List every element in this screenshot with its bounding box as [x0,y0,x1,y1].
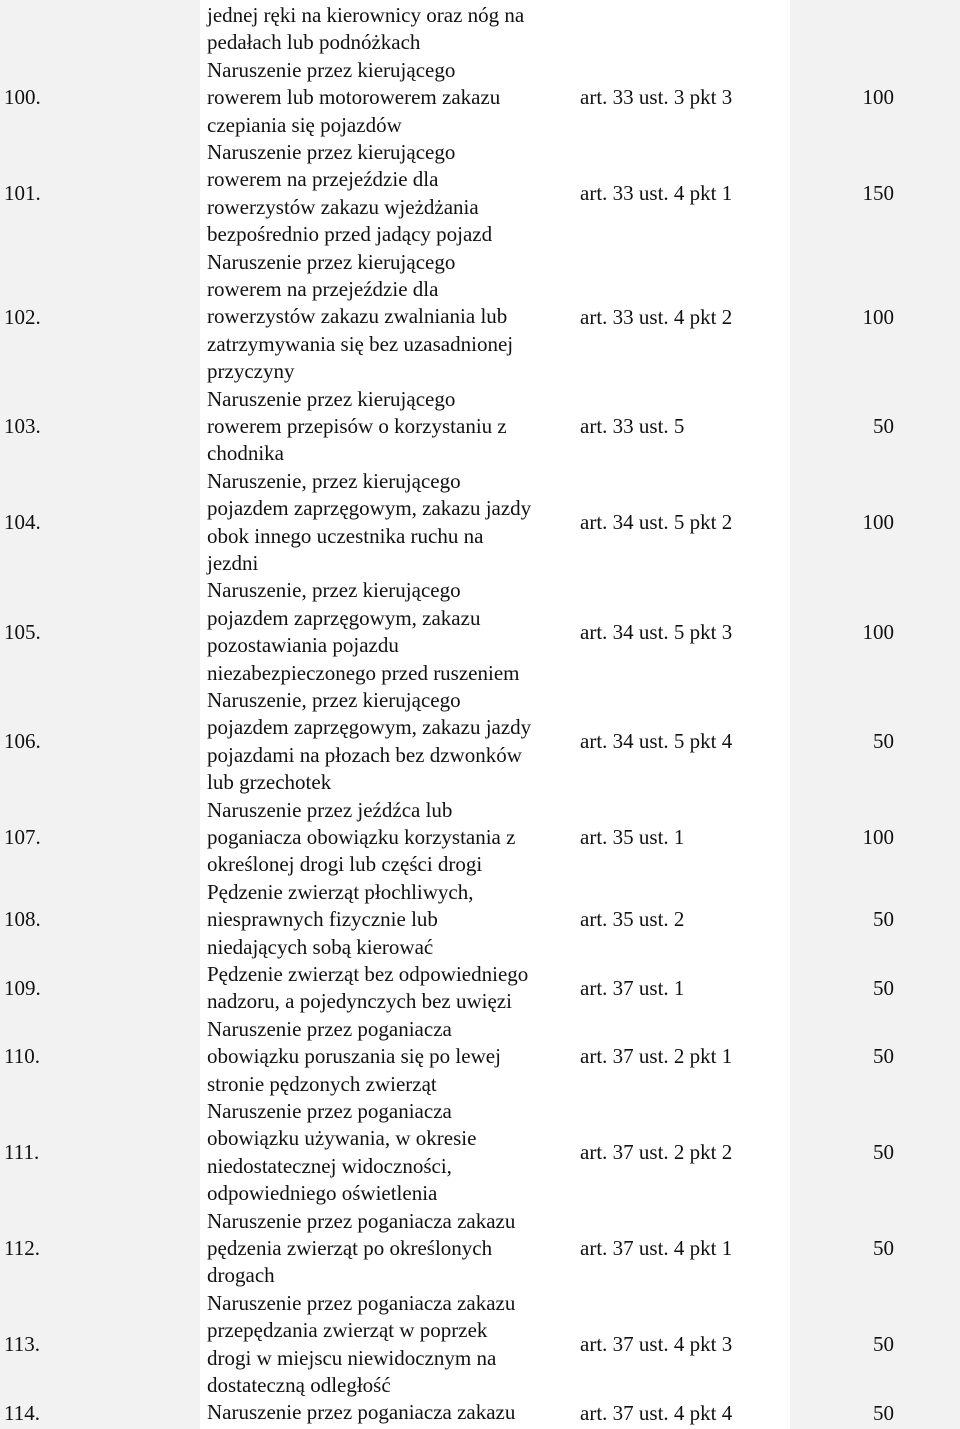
legal-basis: art. 37 ust. 2 pkt 1 [580,1044,733,1069]
description-line: niedostatecznej widoczności, [207,1153,452,1178]
row-description [207,57,579,139]
row-description [207,577,579,687]
table-row [0,577,960,687]
table-row [0,1208,960,1290]
fine-amount: 50 [873,1044,894,1069]
legal-basis: art. 33 ust. 3 pkt 3 [580,85,733,110]
fine-amount: 100 [862,304,894,329]
row-description [207,1290,579,1400]
row-number: 100. [4,85,41,110]
row-description [207,1399,579,1426]
description-line: rowerem lub motorowerem zakazu [207,85,501,110]
table-row [0,249,960,386]
table-row [0,879,960,961]
fine-amount: 50 [873,1140,894,1165]
row-description [207,1208,579,1290]
description-line: rowerzystów zakazu wjeżdżania [207,194,479,219]
table-row [0,1399,960,1426]
row-description [207,468,579,578]
description-line: rowerzystów zakazu zwalniania lub [207,304,508,329]
table-row [0,139,960,249]
description-line: pojazdami na płozach bez dzwonków [207,742,522,767]
row-description [207,879,579,961]
legal-basis: art. 35 ust. 2 [580,907,685,932]
legal-basis: art. 37 ust. 4 pkt 4 [580,1400,733,1425]
row-number: 106. [4,729,41,754]
description-line: Naruszenie przez kierującego [207,140,456,165]
row-description [207,2,579,57]
description-line: Naruszenie przez poganiacza [207,1099,452,1124]
description-line: rowerem przepisów o korzystaniu z [207,413,507,438]
description-line: Naruszenie przez poganiacza [207,1016,452,1041]
fine-amount: 50 [873,1236,894,1261]
legal-basis: art. 33 ust. 4 pkt 2 [580,304,733,329]
row-number: 111. [4,1140,40,1165]
row-description [207,687,579,797]
legal-basis: art. 37 ust. 1 [580,975,685,1000]
legal-basis: art. 33 ust. 4 pkt 1 [580,181,733,206]
table-row [0,1290,960,1400]
description-line: Naruszenie, przez kierującego [207,468,461,493]
table-row [0,797,960,879]
description-line: drogi w miejscu niewidocznym na [207,1345,497,1370]
legal-basis: art. 37 ust. 4 pkt 1 [580,1236,733,1261]
legal-basis: art. 37 ust. 2 pkt 2 [580,1140,733,1165]
description-line: pozostawiania pojazdu [207,633,399,658]
row-number: 109. [4,975,41,1000]
description-line: czepiania się pojazdów [207,112,402,137]
row-description [207,386,579,468]
row-description [207,961,579,1016]
description-line: pędzenia zwierząt po określonych [207,1235,493,1260]
continuation-row [0,2,960,57]
description-line: Naruszenie przez kierującego [207,386,456,411]
description-line: niesprawnych fizycznie lub [207,907,438,932]
row-description [207,1098,579,1208]
row-description [207,1016,579,1098]
legal-basis: art. 34 ust. 5 pkt 3 [580,619,733,644]
row-number: 112. [4,1236,40,1261]
row-number: 102. [4,304,41,329]
description-line: Naruszenie, przez kierującego [207,688,461,713]
table-row [0,1098,960,1208]
table-row [0,386,960,468]
fine-amount: 50 [873,975,894,1000]
description-line: poganiacza obowiązku korzystania z [207,824,516,849]
fine-amount: 150 [862,181,894,206]
legal-basis: art. 34 ust. 5 pkt 2 [580,510,733,535]
description-line: Naruszenie przez jeźdźca lub [207,797,453,822]
row-description [207,139,579,249]
description-line: Naruszenie przez poganiacza zakazu [207,1290,516,1315]
description-line: drogach [207,1263,275,1288]
description-line: pedałach lub podnóżkach [207,30,421,55]
description-line: obowiązku używania, w okresie [207,1126,477,1151]
description-line: niedających sobą kierować [207,934,434,959]
legal-basis: art. 33 ust. 5 [580,414,685,439]
table-row [0,961,960,1016]
row-number: 113. [4,1332,40,1357]
table-row [0,468,960,578]
description-line: zatrzymywania się bez uzasadnionej [207,331,514,356]
legal-basis: art. 35 ust. 1 [580,825,685,850]
description-line: Naruszenie przez kierującego [207,249,456,274]
description-line: lub grzechotek [207,770,332,795]
description-line: przyczyny [207,359,295,384]
table-row [0,57,960,139]
description-line: dostateczną odległość [207,1372,391,1397]
row-number: 108. [4,907,41,932]
legal-basis: art. 34 ust. 5 pkt 4 [580,729,733,754]
description-line: nadzoru, a pojedynczych bez uwięzi [207,989,512,1014]
description-line: stronie pędzonych zwierząt [207,1071,437,1096]
row-number: 101. [4,181,41,206]
description-line: niezabezpieczonego przed ruszeniem [207,660,520,685]
description-line: pojazdem zaprzęgowym, zakazu [207,605,481,630]
fine-amount: 50 [873,1400,894,1425]
description-line: rowerem na przejeździe dla [207,277,439,301]
fine-amount: 50 [873,729,894,754]
description-line: obowiązku poruszania się po lewej [207,1044,501,1069]
row-description [207,249,579,386]
fine-amount: 50 [873,414,894,439]
description-line: obok innego uczestnika ruchu na [207,523,484,548]
fine-amount: 100 [862,510,894,535]
description-line: chodnika [207,441,284,466]
row-number: 114. [4,1400,40,1425]
fine-amount: 50 [873,1332,894,1357]
description-line: odpowiedniego oświetlenia [207,1181,438,1206]
description-line: Naruszenie przez poganiacza zakazu [207,1400,516,1425]
description-line: określonej drogi lub części drogi [207,852,483,877]
row-number: 107. [4,825,41,850]
fine-amount: 100 [862,619,894,644]
fine-amount: 100 [862,825,894,850]
description-line: rowerem na przejeździe dla [207,167,439,192]
description-line: bezpośrednio przed jadący pojazd [207,222,493,247]
description-line: jezdni [207,550,259,575]
legal-basis: art. 37 ust. 4 pkt 3 [580,1332,733,1357]
table-row [0,1016,960,1098]
fine-amount: 50 [873,907,894,932]
description-line: Pędzenie zwierząt płochliwych, [207,879,474,904]
description-line: przepędzania zwierząt w poprzek [207,1318,488,1343]
row-description [207,797,579,879]
table-row [0,687,960,797]
description-line: pojazdem zaprzęgowym, zakazu jazdy [207,715,532,740]
row-number: 105. [4,619,41,644]
description-line: Naruszenie przez kierującego [207,57,456,82]
description-line: pojazdem zaprzęgowym, zakazu jazdy [207,496,532,521]
row-number: 103. [4,414,41,439]
row-number: 104. [4,510,41,535]
fine-amount: 100 [862,85,894,110]
description-line: Naruszenie przez poganiacza zakazu [207,1208,516,1233]
description-line: Pędzenie zwierząt bez odpowiedniego [207,962,529,986]
description-line: Naruszenie, przez kierującego [207,578,461,603]
description-line: jednej ręki na kierownicy oraz nóg na [207,3,525,27]
row-number: 110. [4,1044,40,1069]
